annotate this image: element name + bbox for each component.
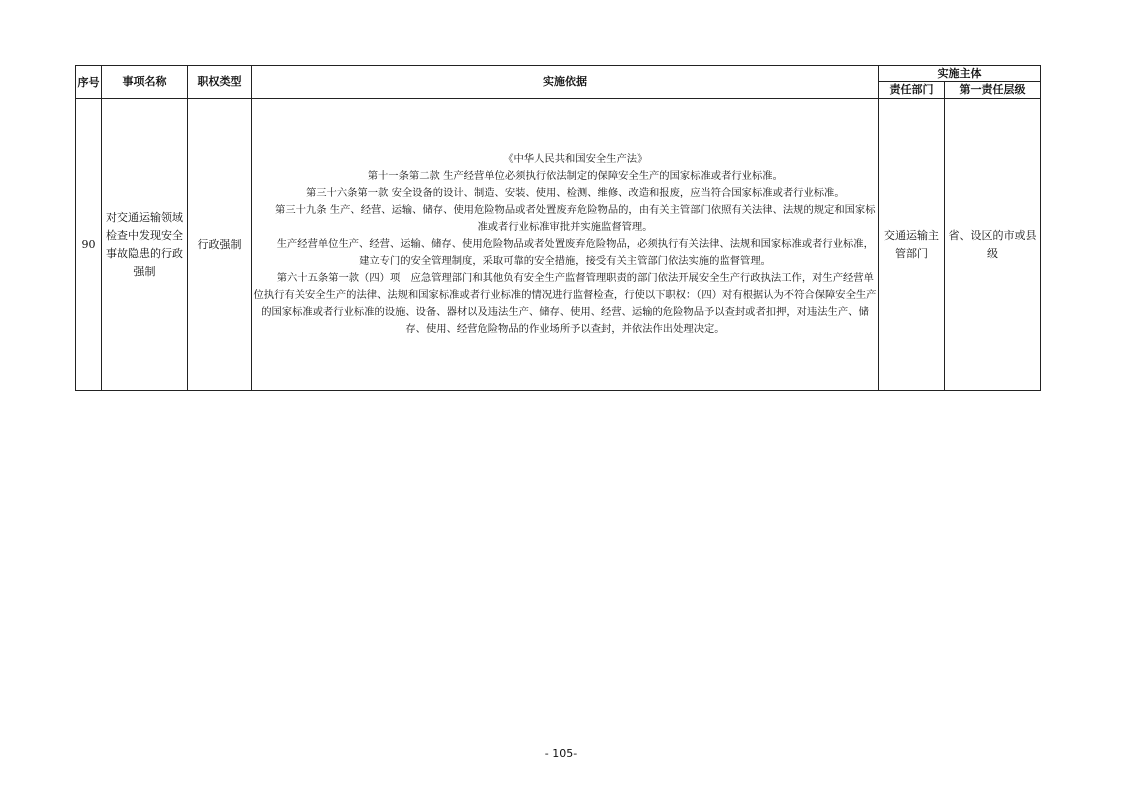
cell-responsible-dept: 交通运输主管部门 [879, 99, 945, 391]
header-item-name: 事项名称 [102, 66, 188, 99]
basis-law-title: 《中华人民共和国安全生产法》 [503, 153, 648, 165]
basis-paragraph: 生产经营单位生产、经营、运输、储存、使用危险物品或者处置废弃危险物品，必须执行有关法律、法规和国家标准或者行业标准，建立专门的安全管理制度，采取可靠的安全措施，接受有关主管部门依法实施的监督管理。 [276, 238, 874, 267]
table-row [76, 99, 1041, 391]
page-number: - 105- [544, 747, 578, 760]
header-implementing-body: 实施主体 [879, 66, 1041, 82]
cell-first-level: 省、设区的市或县级 [945, 99, 1041, 391]
cell-basis [252, 99, 879, 391]
cell-item-name: 对交通运输领域检查中发现安全事故隐患的行政强制 [102, 99, 188, 391]
basis-paragraph: 第六十五条第一款（四）项 应急管理部门和其他负有安全生产监督管理职责的部门依法开展安全生产行政执法工作，对生产经营单位执行有关安全生产的法律、法规和国家标准或者行业标准的情况进行监督检查，行使以下职权：（四）对有根据认为不符合保障安全生产的国家标准或者行业标准的设施、设备、器材以及违法生产、储存、使用、经营、运输的危险物品予以查封或者扣押，对违法生产、储存、使用、经营危险物品的作业场所予以查封，并依法作出处理决定。 [253, 272, 877, 335]
header-power-type: 职权类型 [188, 66, 252, 99]
basis-paragraph: 第三十六条第一款 安全设备的设计、制造、安装、使用、检测、维修、改造和报废，应当符合国家标准或者行业标准。 [305, 187, 845, 199]
cell-seq: 90 [76, 99, 102, 391]
basis-paragraph: 第十一条第二款 生产经营单位必须执行依法制定的保障安全生产的国家标准或者行业标准。 [367, 170, 783, 182]
cell-power-type: 行政强制 [188, 99, 252, 391]
header-responsible-dept: 责任部门 [879, 82, 945, 99]
table-header [76, 66, 1041, 99]
header-seq: 序号 [76, 66, 102, 99]
basis-paragraph: 第三十九条 生产、经营、运输、储存、使用危险物品或者处置废弃危险物品的，由有关主管部门依照有关法律、法规的规定和国家标准或者行业标准审批并实施监督管理。 [275, 204, 876, 233]
header-basis: 实施依据 [252, 66, 879, 99]
responsibility-table [75, 65, 1041, 391]
header-first-level: 第一责任层级 [945, 82, 1041, 99]
